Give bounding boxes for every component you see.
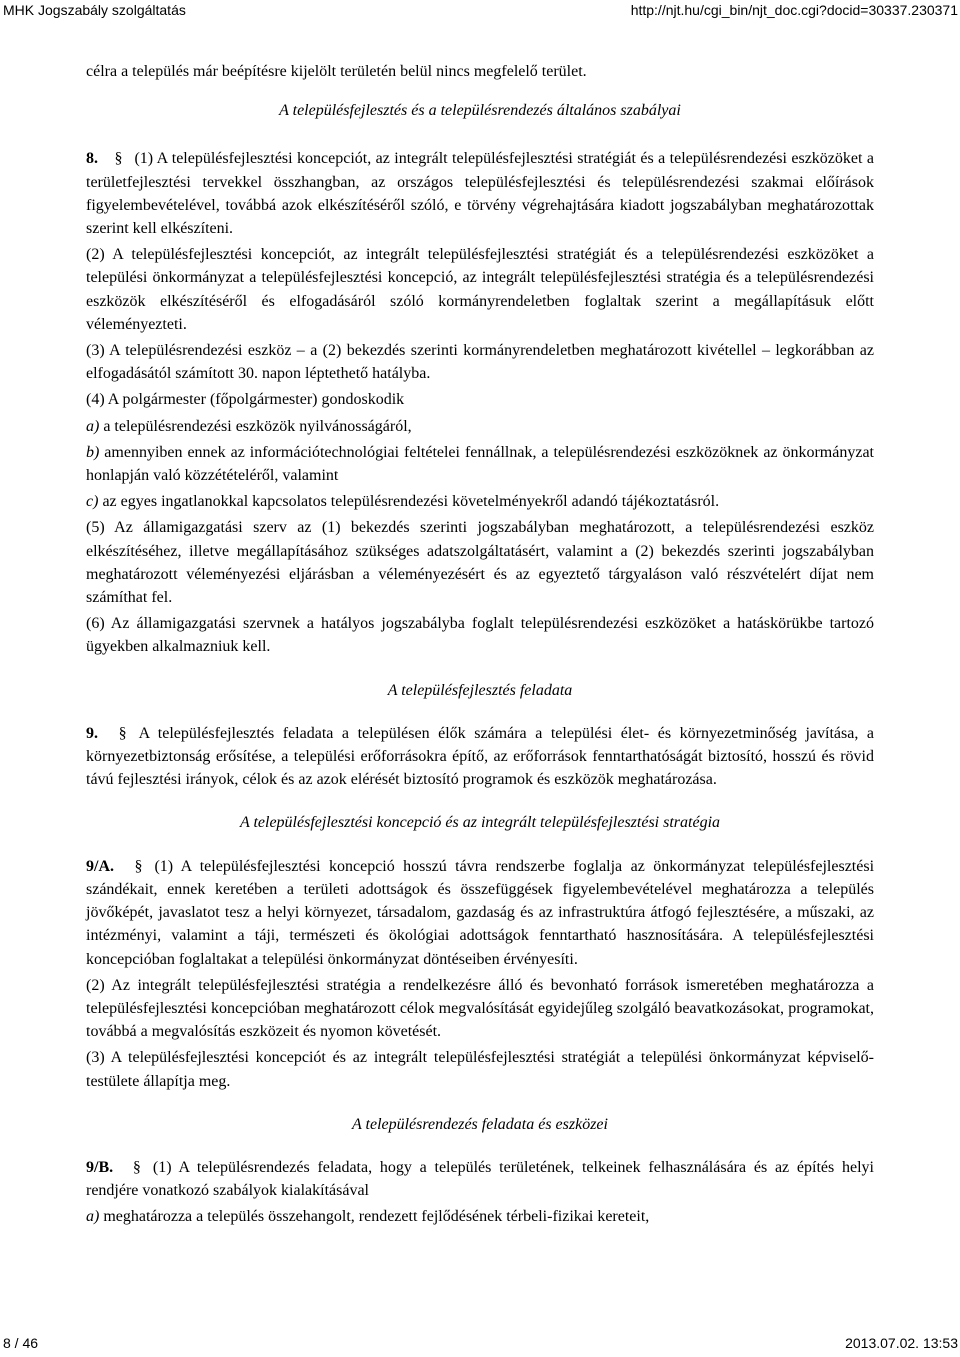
heading-development-task: A településfejlesztés feladata [387,681,573,699]
point-c-letter: c) [86,493,99,511]
section-9b-number: 9/B. [86,1158,114,1176]
point-c-text: az egyes ingatlanokkal kapcsolatos településrendezési követelményekről adandó tájékoztatásról. [102,493,720,511]
section-8-paragraph-5: (5) Az államigazgatási szerv az (1) bekezdés szerinti jogszabályban meghatározott, a településrendezési eszköz elkészítéséhez, illetve megállapításához szükséges adatszolgáltatásért, valamint a (2) bekezdés szerinti jogszabályban meghatározott véleményezési eljárásban a véleményezésért és az egyeztető tárgyaláson való részvételért díjat nem számíthat fel. [86,519,874,607]
heading-concept-strategy: A településfejlesztési koncepció és az integrált településfejlesztési stratégia [239,814,721,832]
section-8-point-b [86,441,874,487]
point-a-text: meghatározza a település összehangolt, rendezett fejlődésének térbeli-fizikai kereteit, [103,1208,650,1226]
section-8-paragraph-2: (2) A településfejlesztési koncepciót, az integrált településfejlesztési stratégiát és a településrendezési eszközöket a települési önkormányzat a településfejlesztési koncepció, az integrált településfejlesztési stratégia és a településrendezési eszközök elkészítéséről és elfogadásáról szóló kormányrendeletben foglaltak szerint a megállapításuk előtt véleményezteti. [86,246,874,333]
section-sign: § [134,857,143,875]
page-footer [0,1335,960,1355]
section-9b-point-a [86,1205,874,1228]
section-9a-paragraph-1 [86,855,874,971]
section-8-paragraph-6: (6) Az államigazgatási szervnek a hatályos jogszabályba foglalt településrendezési eszközöket a hatáskörükbe tartozó ügyekben alkalmazniuk kell. [86,615,874,656]
heading-planning-task: A településrendezés feladata és eszközei [352,1115,608,1133]
section-8-paragraph-1 [86,147,874,240]
section-8-point-c [86,490,874,513]
section-9b-text-1: (1) A településrendezés feladata, hogy a település területének, telkeinek felhasználására és az építés helyi rendjére vonatkozó szabályok kialakításával [86,1158,875,1200]
section-sign: § [132,1158,141,1176]
section-sign: § [118,724,127,742]
point-a-text: a településrendezési eszközök nyilvánosságáról, [103,417,412,435]
point-b-letter: b) [86,443,100,461]
section-9a-number: 9/A. [86,857,114,875]
section-9a-paragraph-2: (2) Az integrált településfejlesztési stratégia a rendelkezésre álló és bevonható források ismeretében meghatározza a településfejlesztési koncepcióban meghatározott célok megvalósítását egyidejűleg szolgáló beavatkozásokat, programokat, továbbá a megvalósítás eszközeit és nyomon követését. [86,976,874,1041]
print-datetime: 2013.07.02. 13:53 [845,1335,958,1351]
section-9a-paragraph-3: (3) A településfejlesztési koncepciót és az integrált településfejlesztési stratégiát a települési önkormányzat képviselő-testülete állapítja meg. [86,1049,874,1090]
point-a-letter: a) [86,1208,100,1226]
section-9-paragraph [86,722,874,792]
header-url: http://njt.hu/cgi_bin/njt_doc.cgi?docid=30337.230371 [630,2,958,18]
page-number: 8 / 46 [3,1335,39,1351]
section-9a-text-1: (1) A településfejlesztési koncepció hosszú távra rendszerbe foglalja az önkormányzat településfejlesztési szándékait, ennek keretében a területi adottságok és összefüggések figyelembevételével meghatározza a település jövőképét, javaslatot tesz a helyi környezet, társadalom, gazdaság és az infrastruktúra átfogó fejlesztésére, a műszaki, az intézményi, valamint a táji, természeti és ökológiai adottságok fenntartható hasznosítására. A településfejlesztési koncepcióban foglaltakat a települési önkormányzat döntéseiben érvényesíti. [86,857,875,968]
document-body [86,60,874,1229]
section-9-text: A településfejlesztés feladata a településen élők számára a települési élet- és környezetminőség javítása, a környezetbiztonság erősítése, a települési erőforrásokra építő, az erőforrások fenntarthatóságát biztosító, hosszú és rövid távú fejlesztési irányok, célok és az azok elérését biztosító programok és eszközök meghatározása. [86,724,875,789]
section-sign: § [114,150,123,168]
intro-paragraph: célra a település már beépítésre kijelölt területén belül nincs megfelelő terület. [86,63,587,80]
point-b-text: amennyiben ennek az információtechnológiai feltételei fennállnak, a településrendezési eszközöknek az önkormányzat honlapján való közzétételéről, valamint [86,443,875,485]
page-header [0,2,960,22]
section-9-number: 9. [86,724,98,742]
section-9b-paragraph-1 [86,1156,874,1202]
section-8-paragraph-3: (3) A településrendezési eszköz – a (2) bekezdés szerinti kormányrendeletben meghatározott kivétellel – legkorábban az elfogadásától számított 30. napon léptethető hatályba. [86,342,874,383]
section-8-number: 8. [86,150,98,168]
section-8-point-a [86,415,874,438]
header-source: MHK Jogszabály szolgáltatás [3,2,186,18]
section-8-text-1: (1) A településfejlesztési koncepciót, az integrált településfejlesztési stratégiát és a településrendezési eszközöket a területfejlesztési tervekkel összhangban, az országos településfejlesztési és településrendezési szakmai előírások figyelembevételével, továbbá azok elkészítéséről szóló, e törvény végrehajtására kiadott jogszabályban meghatározottak szerint kell elkészíteni. [86,150,874,238]
section-8-paragraph-4: (4) A polgármester (főpolgármester) gondoskodik [86,391,405,409]
heading-general-rules: A településfejlesztés és a településrendezés általános szabályai [279,102,681,120]
point-a-letter: a) [86,417,100,435]
